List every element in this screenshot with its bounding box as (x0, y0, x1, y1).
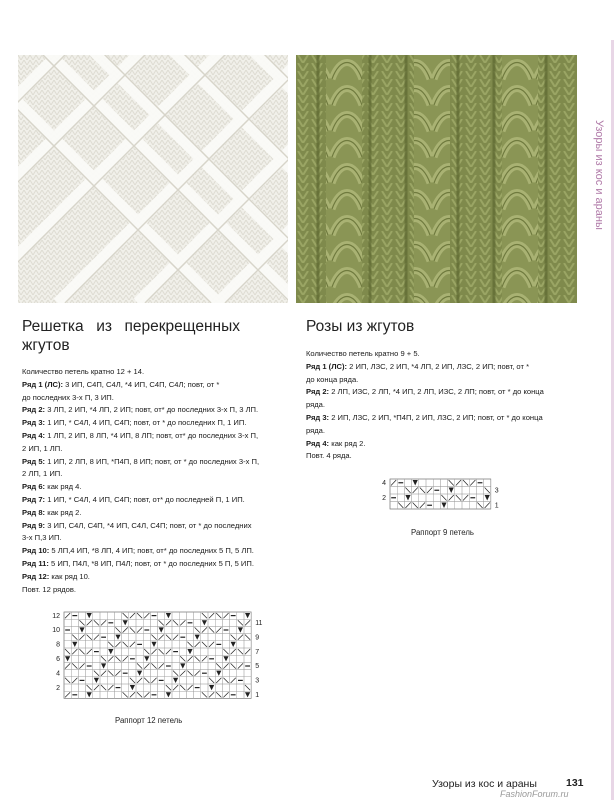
purl-mark (398, 482, 403, 483)
instruction-row (306, 399, 576, 412)
purl-mark (173, 651, 178, 652)
instruction-row (22, 520, 284, 533)
instruction-row (22, 430, 284, 443)
chart-caption-lattice: Раппорт 12 петель (115, 716, 183, 725)
chart-row-number: 6 (56, 655, 60, 663)
row-text: как ряд 10. (51, 571, 90, 581)
pattern-title-lattice: Решетка из перекрещенных жгутов (22, 318, 240, 354)
chart-row-number: 3 (494, 487, 499, 495)
chart-row-number: 5 (255, 663, 260, 671)
row-text: ряда. (306, 425, 326, 435)
row-text: до конца ряда. (306, 374, 359, 384)
instruction-row (22, 494, 284, 507)
instruction-row (22, 532, 284, 545)
purl-mark (224, 629, 229, 630)
instruction-row (306, 412, 576, 425)
row-label: Ряд 3: (306, 412, 332, 422)
purl-mark (137, 644, 142, 645)
row-text: 1 ИП, 2 ЛП, 8 ИП, *П4П, 8 ИП; повт, от * до последних 3-х П, (47, 456, 260, 466)
row-text: 3 ИП, С4Л, С4П, *4 ИП, С4Л, С4П; повт, от * до последних (47, 520, 252, 530)
row-text: как ряд 2. (331, 438, 366, 448)
purl-mark (116, 687, 121, 688)
page-number: 131 (566, 777, 584, 789)
purl-mark (123, 673, 128, 674)
row-label: Ряд 2: (306, 387, 332, 397)
instruction-row (22, 392, 284, 405)
purl-mark (101, 637, 106, 638)
instruction-row (22, 456, 284, 469)
instructions-lattice (22, 366, 284, 596)
row-text: 5 ЛП,4 ИП, *8 ЛП, 4 ИП; повт, от* до последних 5 П, 5 ЛП. (51, 546, 254, 556)
row-label: Ряд 11: (22, 558, 51, 568)
stitch-count: Количество петель кратно 9 + 5. (306, 349, 420, 358)
row-text: 2 ЛП, ИЗС, 2 ЛП, *4 ИП, 2 ЛП, ИЗС, 2 ЛП; повт, от * до конца (331, 387, 544, 397)
purl-mark (195, 687, 200, 688)
purl-mark (152, 694, 157, 695)
instruction-row (22, 468, 284, 481)
chart-caption-roses: Раппорт 9 петель (411, 528, 474, 537)
row-label: Ряд 5: (22, 456, 48, 466)
chart-roses-grid (378, 476, 508, 516)
instruction-row (22, 481, 284, 494)
instruction-row (22, 379, 284, 392)
chart-row-number: 7 (255, 648, 260, 656)
purl-mark (94, 651, 99, 652)
instruction-row (22, 545, 284, 558)
row-text: 1 ИП, * С4Л, 4 ИП, С4П; повт, от * до последних П, 1 ИП. (47, 418, 247, 428)
stitch-count: Количество петель кратно 12 + 14. (22, 367, 145, 376)
row-text: 5 ИП, П4Л, *8 ИП, П4Л; повт, от * до последних 5 П, 5 ИП. (51, 558, 254, 568)
purl-mark (72, 615, 77, 616)
purl-mark (130, 658, 135, 659)
row-text: 3 ЛП, 2 ИП, *4 ЛП, 2 ИП; повт, от* до последних 3-х П, 3 ЛП. (47, 405, 259, 415)
purl-mark (202, 673, 207, 674)
chart-row-number: 8 (56, 641, 60, 649)
chart-row-number: 10 (52, 627, 60, 635)
purl-mark (159, 680, 164, 681)
instruction-row (22, 404, 284, 417)
purl-mark (65, 629, 70, 630)
row-text: 2 ИП, ЛЗС, 2 ИП, *П4П, 2 ИП, ЛЗС, 2 ИП; повт, от * до конца (331, 412, 543, 422)
purl-mark (470, 497, 475, 498)
row-label: Ряд 4: (22, 430, 48, 440)
chart-row-number: 11 (255, 619, 263, 627)
instruction-row (306, 386, 576, 399)
instruction-row (306, 438, 576, 451)
photo-lattice-cables (18, 55, 288, 303)
instruction-row (306, 425, 576, 438)
purl-mark (391, 497, 396, 498)
instruction-row (22, 443, 284, 456)
row-text: 2 ЛП, 1 ИП. (22, 469, 63, 479)
row-list (22, 379, 284, 597)
row-label: Ряд 6: (22, 482, 48, 492)
chart-row-number: 1 (255, 691, 260, 699)
row-text: как ряд 2. (47, 507, 82, 517)
row-list (306, 361, 576, 463)
instruction-row (306, 361, 576, 374)
row-label: Ряд 12: (22, 571, 52, 581)
chart-row-number: 9 (255, 634, 260, 642)
instruction-row (22, 507, 284, 520)
purl-mark (80, 680, 85, 681)
row-text: до последних 3-х П, 3 ИП. (22, 392, 114, 402)
row-text: как ряд 4. (47, 482, 82, 492)
row-text: 3-х П,3 ИП. (22, 533, 62, 543)
side-tab-label: Узоры из кос и араны (593, 120, 605, 230)
purl-mark (180, 637, 185, 638)
chart-row-number: 12 (52, 612, 60, 620)
row-label: Ряд 1 (ЛС): (306, 361, 350, 371)
purl-mark (188, 622, 193, 623)
chart-lattice-grid (50, 610, 270, 706)
row-label: Ряд 10: (22, 546, 52, 556)
row-label: Ряд 2: (22, 405, 48, 415)
row-text: 2 ИП, 1 ЛП. (22, 443, 63, 453)
purl-mark (144, 629, 149, 630)
row-label: Ряд 4: (306, 438, 332, 448)
row-label: Ряд 3: (22, 418, 48, 428)
instruction-row (22, 558, 284, 571)
chart-row-number: 4 (56, 670, 60, 678)
instruction-row (22, 571, 284, 584)
instruction-row (22, 584, 284, 597)
watermark: FashionForum.ru (500, 789, 569, 799)
purl-mark (216, 644, 221, 645)
purl-mark (231, 694, 236, 695)
purl-mark (166, 665, 171, 666)
chart-row-number: 2 (56, 684, 60, 692)
purl-mark (209, 658, 214, 659)
purl-mark (108, 622, 113, 623)
purl-mark (231, 615, 236, 616)
row-text: 3 ИП, С4П, С4Л, *4 ИП, С4П, С4Л; повт, от * (65, 379, 220, 389)
row-label: Ряд 8: (22, 507, 48, 517)
footer-title: Узоры из кос и араны (432, 778, 537, 790)
row-text: 1 ИП, * С4Л, 4 ИП, С4П; повт, от* до последней П, 1 ИП. (47, 494, 245, 504)
chart-row-number: 1 (494, 502, 499, 510)
instruction-row (306, 450, 576, 463)
side-tab (584, 0, 614, 800)
purl-mark (478, 482, 483, 483)
row-label: Ряд 1 (ЛС): (22, 379, 66, 389)
purl-mark (434, 490, 439, 491)
row-text: 1 ЛП, 2 ИП, 8 ЛП, *4 ИП, 8 ЛП; повт, от* до последних 3-х П, (47, 430, 259, 440)
row-text: 2 ИП, ЛЗС, 2 ИП, *4 ЛП, 2 ИП, ЛЗС, 2 ИП; повт, от * (349, 361, 530, 371)
chart-roses (378, 476, 508, 521)
purl-mark (152, 615, 157, 616)
pattern-title-roses: Розы из жгутов (306, 318, 415, 335)
row-label: Ряд 7: (22, 494, 48, 504)
instruction-row (306, 374, 576, 387)
purl-mark (72, 694, 77, 695)
row-text: Повт. 12 рядов. (22, 584, 77, 594)
row-text: ряда. (306, 400, 326, 410)
chart-row-number: 2 (382, 495, 386, 502)
chart-row-number: 3 (255, 677, 260, 685)
instruction-row (22, 417, 284, 430)
purl-mark (238, 680, 243, 681)
row-label: Ряд 9: (22, 520, 48, 530)
photo-rose-cables (296, 55, 577, 303)
chart-row-number: 4 (382, 480, 386, 487)
instructions-roses (306, 348, 576, 463)
chart-lattice (50, 610, 270, 711)
purl-mark (427, 505, 432, 506)
purl-mark (87, 665, 92, 666)
row-text: Повт. 4 ряда. (306, 451, 352, 461)
purl-mark (245, 665, 250, 666)
